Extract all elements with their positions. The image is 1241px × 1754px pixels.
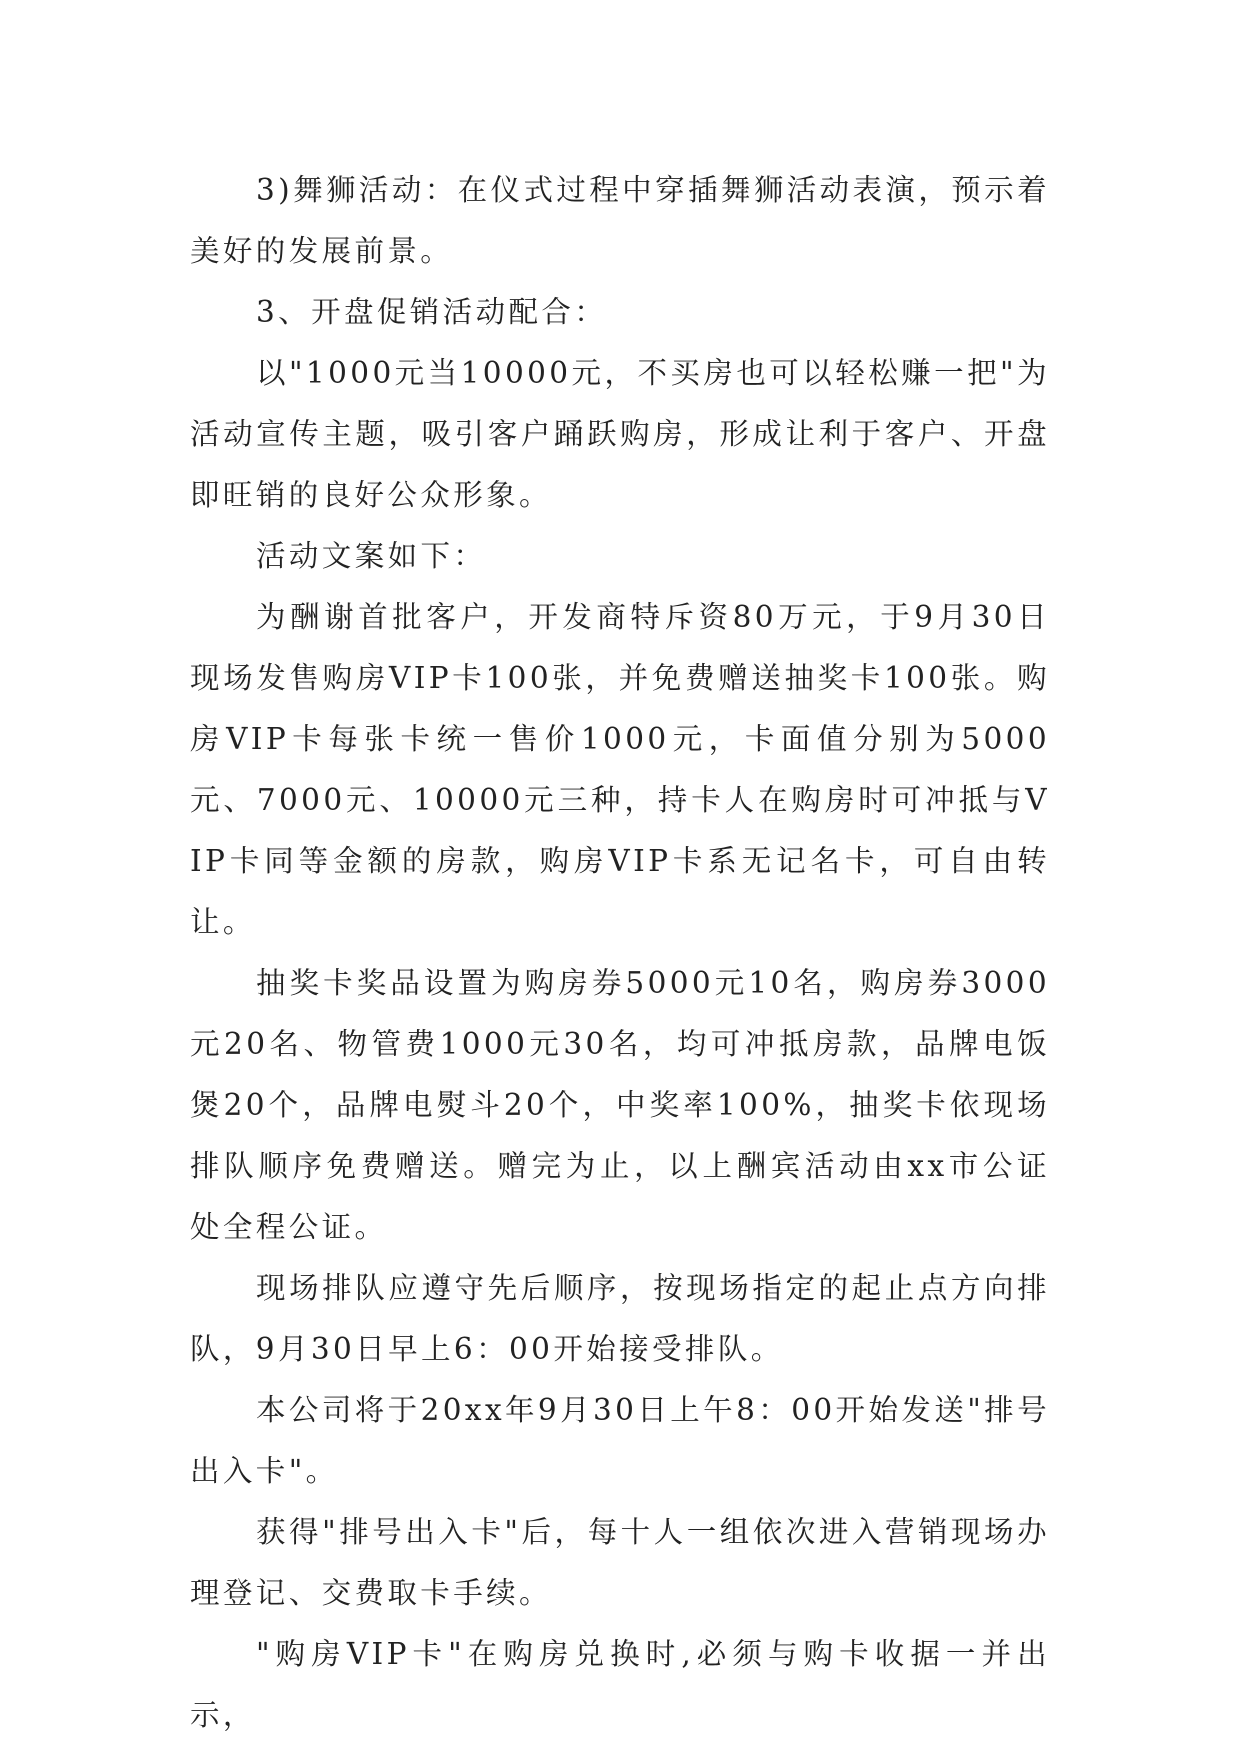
paragraph-promotion-heading: 3、开盘促销活动配合： (256, 295, 608, 329)
paragraph-promotion-theme: 以"1000元当10000元，不买房也可以轻松赚一把"为活动宣传主题，吸引客户踊跃购房，形成让利于客户、开盘即旺销的良好公众形象。 (190, 356, 1050, 512)
paragraph-redemption: "购房VIP卡"在购房兑换时,必须与购卡收据一并出示， (190, 1637, 1050, 1732)
document-body (190, 160, 1050, 1746)
paragraph-registration: 获得"排号出入卡"后，每十人一组依次进入营销现场办理登记、交费取卡手续。 (190, 1515, 1050, 1610)
paragraph-queue-rules: 现场排队应遵守先后顺序，按现场指定的起止点方向排队，9月30日早上6：00开始接受排队。 (190, 1271, 1050, 1366)
paragraph-copy-heading: 活动文案如下： (256, 539, 487, 573)
paragraph-card-distribution: 本公司将于20xx年9月30日上午8：00开始发送"排号出入卡"。 (190, 1393, 1050, 1488)
paragraph-lion-dance: 3)舞狮活动：在仪式过程中穿插舞狮活动表演，预示着美好的发展前景。 (190, 173, 1050, 268)
paragraph-lottery-prizes: 抽奖卡奖品设置为购房券5000元10名，购房券3000元20名、物管费1000元30名，均可冲抵房款，品牌电饭煲20个，品牌电熨斗20个，中奖率100%，抽奖卡依现场排队顺序免费赠送。赠完为止，以上酬宾活动由xx市公证处全程公证。 (190, 966, 1050, 1244)
paragraph-vip-card: 为酬谢首批客户，开发商特斥资80万元，于9月30日现场发售购房VIP卡100张，并免费赠送抽奖卡100张。购房VIP卡每张卡统一售价1000元，卡面值分别为5000元、7000元、10000元三种，持卡人在购房时可冲抵与VIP卡同等金额的房款，购房VIP卡系无记名卡，可自由转让。 (190, 600, 1050, 939)
